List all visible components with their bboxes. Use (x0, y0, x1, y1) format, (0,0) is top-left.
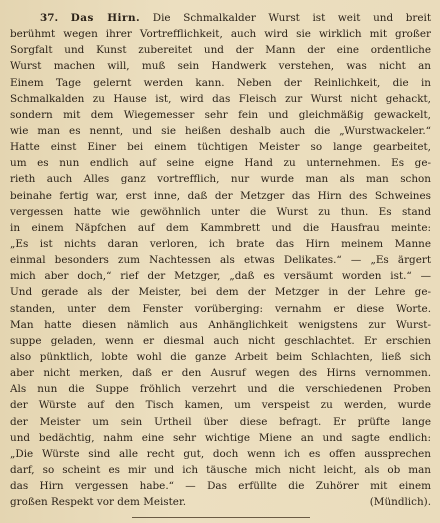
text-line: Einem Tage gelernt werden kann. Neben der Reinlichkeit, die in (10, 76, 431, 89)
text-line: suppe geladen, wenn er diesmal auch nicht geschlachtet. Er erschien (10, 334, 431, 347)
text-line: Schmalkalden zu Hause ist, wird das Fleisch zur Wurst nicht gehackt, (10, 92, 431, 105)
article-first-line (10, 10, 431, 26)
text-line: Sorgfalt und Kunst zubereitet und der Mann der eine ordentliche (10, 44, 431, 57)
text-line: mich aber doch,“ rief der Metzger, „daß es versäumt worden ist.“ — (10, 270, 431, 283)
text-line: berühmt wegen ihrer Vortrefflichkeit, auch wird sie wirklich mit großer (10, 28, 431, 41)
text-line: der Meister um sein Urtheil über diese befragt. Er prüfte lange (10, 415, 431, 428)
text-line: beinahe fertig war, erst inne, daß der Metzger das Hirn des Schweines (10, 189, 431, 202)
text-line: in einem Näpfchen auf dem Kammbrett und die Hausfrau meinte: (10, 221, 431, 234)
text-line: sondern mit dem Wiegemesser sehr fein und gleichmäßig gewackelt, (10, 108, 431, 121)
text-line: Wurst machen will, muß sein Handwerk verstehen, was nicht an (10, 60, 431, 73)
text-line: einmal besonders zum Nachtessen als etwas Delikates.“ — „Es ärgert (10, 254, 431, 267)
text-line: „Die Würste sind alle recht gut, doch wenn ich es offen aussprechen (10, 447, 431, 460)
text-line: darf, so scheint es mir und ich täusche mich nicht leicht, als ob man (10, 463, 431, 476)
text-line: das Hirn vergessen habe.“ — Das erfüllte die Zuhörer mit einem (10, 480, 431, 493)
text-line: vergessen hatte wie gewöhnlich unter die Wurst zu thun. Es stand (10, 205, 431, 218)
text-line: Hatte einst Einer bei einem tüchtigen Meister so lange gearbeitet, (10, 141, 431, 154)
text-line: Die Schmalkalder Wurst ist weit und breit (152, 12, 431, 24)
article-number: 37. (40, 12, 59, 24)
article-text (10, 10, 431, 510)
text-line: Man hatte diesen nämlich aus Anhänglichkeit wenigstens zur Wurst- (10, 318, 431, 331)
text-line: um es nun endlich auf seine eigne Hand zu unternehmen. Es ge- (10, 157, 431, 170)
text-line: der Würste auf den Tisch kamen, um verspeist zu werden, wurde (10, 399, 431, 412)
text-line: aber nicht merken, daß er den Ausruf wegen des Hirns vernommen. (10, 367, 431, 380)
text-line: rieth auch Alles ganz vortrefflich, nur wurde man als man schon (10, 173, 431, 186)
text-line: Und gerade als der Meister, bei dem der Metzger in der Lehre ge- (10, 286, 431, 299)
text-line: „Es ist nichts daran verloren, ich brate das Hirn meinem Manne (10, 237, 431, 250)
text-line: Als nun die Suppe fröhlich verzehrt und die verschiedenen Proben (10, 383, 431, 396)
text-line: großen Respekt vor dem Meister. (10, 496, 187, 509)
source-note: (Mündlich). (369, 496, 431, 509)
text-line: also pünktlich, lobte wohl die ganze Arbeit beim Schlachten, ließ sich (10, 350, 431, 363)
article-last-line (10, 494, 431, 510)
closing-rule (132, 517, 310, 518)
article-heading: Das Hirn. (70, 12, 141, 24)
text-line: wie man es nennt, und sie heißen deshalb auch die „Wurstwackeler.“ (10, 124, 431, 137)
text-line: und bedächtig, nahm eine sehr wichtige Miene an und sagte endlich: (10, 431, 431, 444)
text-line: standen, unter dem Fenster vorüberging: vernahm er diese Worte. (10, 302, 431, 315)
